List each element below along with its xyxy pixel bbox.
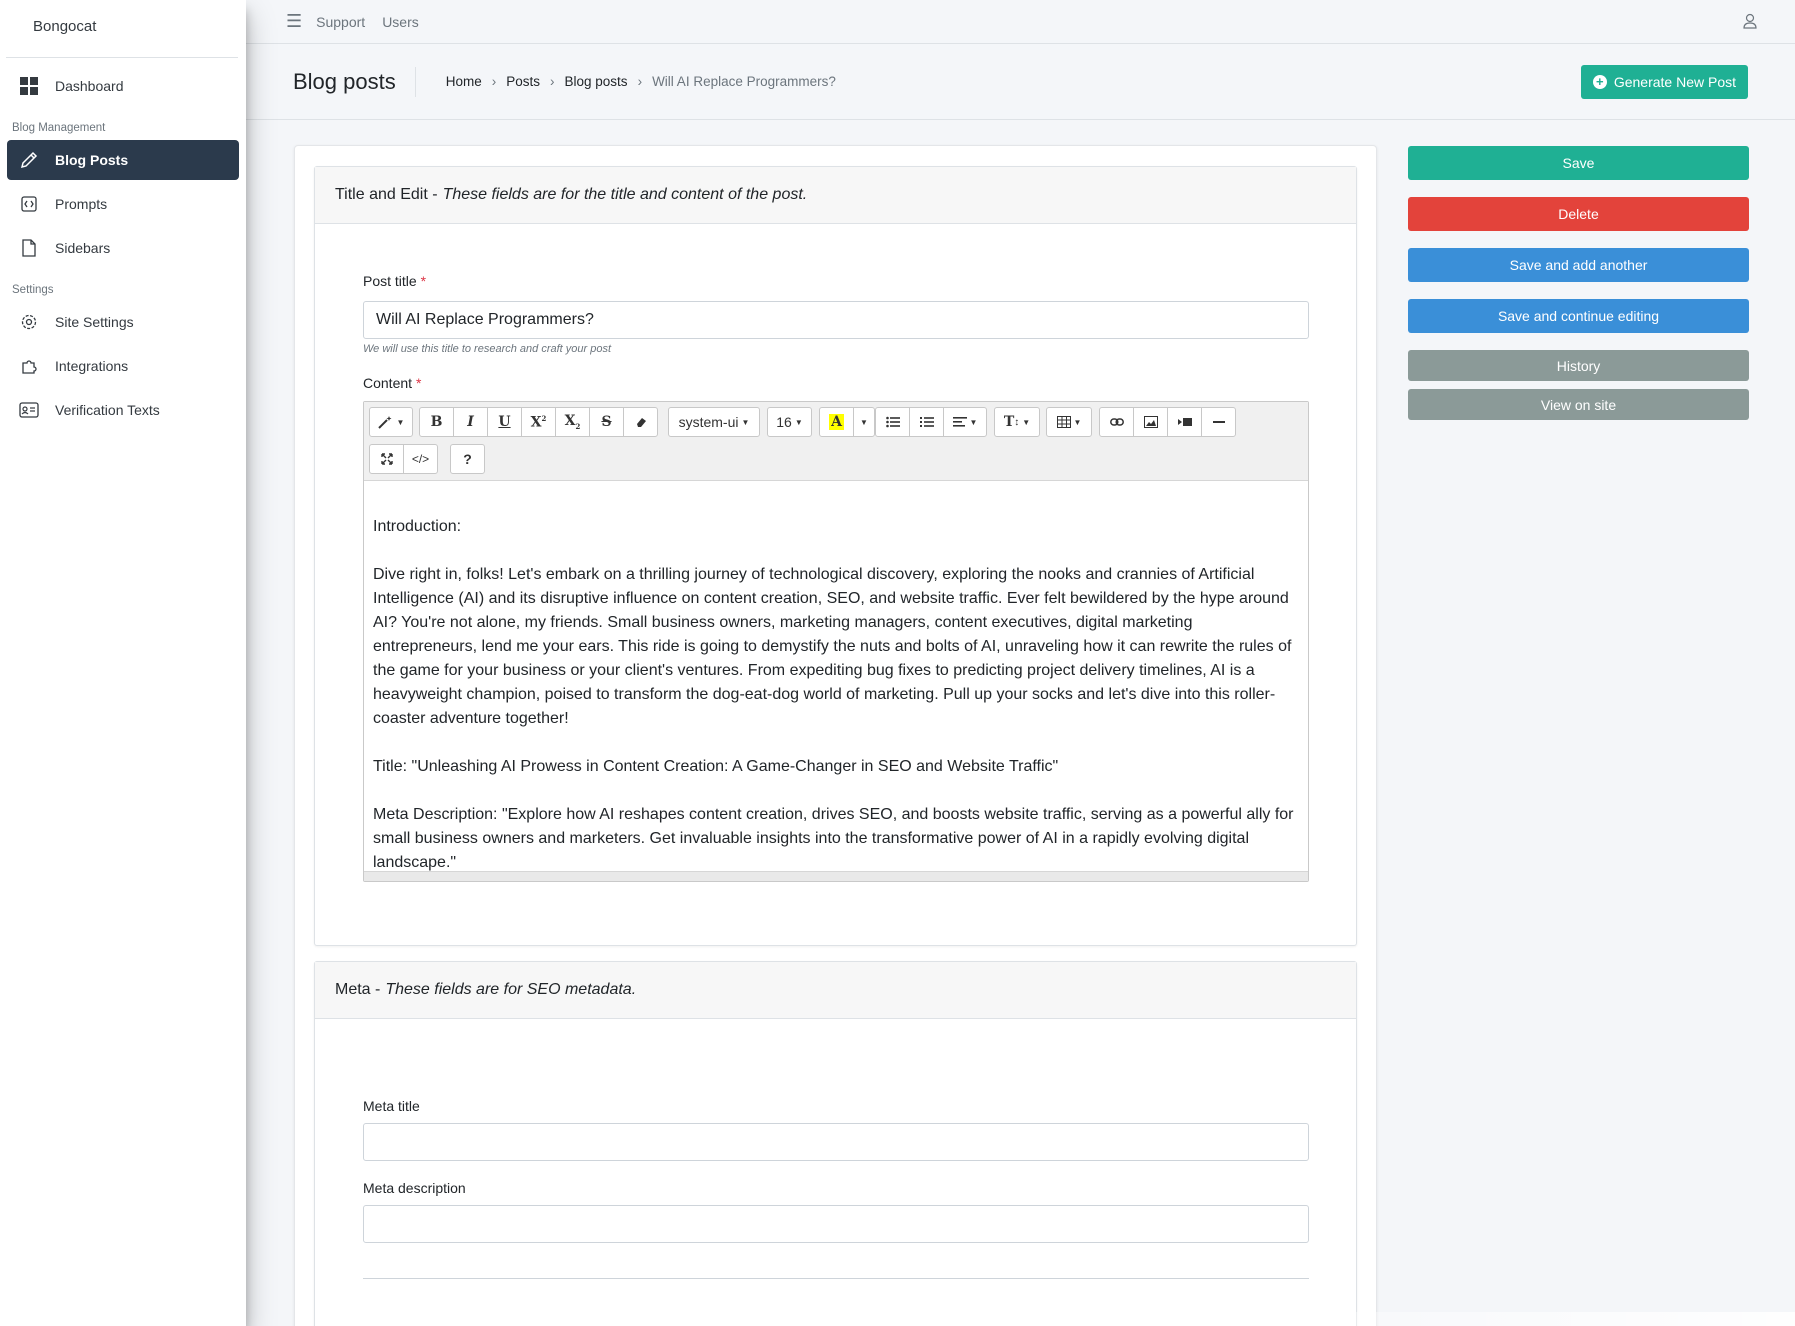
bottom-fade: [1100, 1312, 1795, 1326]
nav-link-support[interactable]: Support: [316, 13, 366, 30]
top-navbar: [246, 0, 1795, 44]
sidebar-item-site-settings[interactable]: [7, 302, 239, 342]
text-color-dropdown[interactable]: ▼: [853, 407, 875, 437]
numbered-list-icon: [920, 416, 934, 428]
line-height-button[interactable]: T ↕ ▼: [994, 407, 1040, 437]
content-header: [246, 44, 1795, 120]
eraser-icon: [635, 416, 647, 428]
brand-name[interactable]: Bongocat: [6, 0, 238, 58]
hamburger-menu-icon[interactable]: ☰: [286, 11, 303, 31]
sidebar-item-label: Prompts: [55, 196, 108, 212]
sidebar-item-label: Sidebars: [55, 240, 111, 256]
generate-new-post-button[interactable]: [1581, 65, 1748, 99]
font-size-select[interactable]: 16 ▼: [767, 407, 812, 437]
user-icon[interactable]: [1743, 13, 1757, 32]
breadcrumb-home[interactable]: Home: [445, 74, 482, 89]
editor-resize-bar[interactable]: [364, 871, 1308, 881]
paragraph-align-button[interactable]: ▼: [943, 407, 987, 437]
sidebar-item-label: Verification Texts: [55, 402, 160, 418]
post-title-input[interactable]: Will AI Replace Programmers?: [363, 301, 1309, 339]
table-icon: [1057, 416, 1071, 428]
toolbar-group-font-size: [767, 407, 812, 437]
fieldset-meta: [314, 961, 1357, 1326]
table-button[interactable]: ▼: [1046, 407, 1092, 437]
dashboard-icon: [19, 76, 39, 96]
nav-link-users[interactable]: Users: [382, 13, 419, 30]
pencil-icon: [19, 150, 39, 170]
unordered-list-button[interactable]: [875, 407, 910, 437]
underline-button[interactable]: U: [487, 407, 522, 437]
fieldset-description: These fields are for SEO metadata.: [385, 981, 637, 998]
editor-paragraph: Meta Description: "Explore how AI reshapes content creation, drives SEO, and boosts website traffic, serving as a powerful ally for small business owners and marketers. Get invaluable insights into the transformative power of AI in a rapidly evolving digital landscape.": [373, 806, 1294, 871]
sidebar-item-label: Dashboard: [55, 78, 124, 94]
sidebar-item-integrations[interactable]: [7, 346, 239, 386]
code-view-button[interactable]: </>: [403, 444, 438, 474]
magic-style-button[interactable]: ▼: [369, 407, 413, 437]
sidebar-section-header: Blog Management: [12, 122, 106, 134]
action-panel: [1408, 146, 1749, 428]
rich-text-editor: [363, 401, 1309, 882]
sidebar-item-verification-texts[interactable]: [7, 390, 239, 430]
save-and-continue-editing-button[interactable]: Save and continue editing: [1408, 299, 1749, 333]
id-card-icon: [19, 400, 39, 420]
breadcrumb-current: Will AI Replace Programmers?: [652, 74, 836, 89]
eraser-button[interactable]: [623, 407, 658, 437]
content-label-text: Content: [363, 375, 413, 391]
view-on-site-button[interactable]: View on site: [1408, 389, 1749, 420]
post-title-label-text: Post title: [363, 273, 417, 289]
sidebar-item-blog-posts[interactable]: [7, 140, 239, 180]
fullscreen-button[interactable]: [369, 444, 404, 474]
meta-title-label: Meta title: [363, 1098, 420, 1114]
toolbar-group-table: [1046, 407, 1092, 437]
history-button[interactable]: History: [1408, 350, 1749, 381]
code-square-icon: [19, 194, 39, 214]
meta-description-input[interactable]: [363, 1205, 1309, 1243]
fieldset-description: These fields are for the title and content of the post.: [442, 186, 808, 203]
editor-content[interactable]: [364, 481, 1308, 871]
ordered-list-button[interactable]: [909, 407, 944, 437]
fieldset-header: [315, 167, 1356, 224]
superscript-button[interactable]: $X^2$: [521, 407, 556, 437]
plus-circle-icon: +: [1593, 75, 1607, 89]
font-family-value: system-ui: [678, 414, 739, 430]
video-icon: [1178, 417, 1192, 427]
editor-paragraph: Introduction:: [373, 518, 462, 535]
text-color-button[interactable]: A: [819, 407, 854, 437]
breadcrumb-posts[interactable]: Posts: [506, 74, 541, 89]
fieldset-title-and-edit: [314, 166, 1357, 946]
italic-button[interactable]: I: [453, 407, 488, 437]
align-left-icon: [953, 416, 967, 428]
toolbar-group-font-name: [668, 407, 760, 437]
toolbar-group-view: [369, 444, 438, 474]
sidebar-item-prompts[interactable]: [7, 184, 239, 224]
magic-wand-icon: [378, 415, 394, 429]
image-button[interactable]: [1133, 407, 1168, 437]
fieldset-header: [315, 962, 1356, 1019]
fullscreen-icon: [381, 453, 393, 465]
generate-new-post-label: Generate New Post: [1613, 74, 1736, 90]
subscript-button[interactable]: $X_2$: [555, 407, 590, 437]
editor-toolbar: [364, 402, 1308, 481]
toolbar-group-color: [819, 407, 875, 437]
editor-paragraph: Dive right in, folks! Let's embark on a thrilling journey of technological discovery, exploring the nooks and crannies of Artificial Intelligence (AI) and its disruptive influence on content creation, SEO, and website traffic. Ever felt bewildered by the hype around AI? You're not alone, my friends. Small business owners, marketing managers, content executives, digital marketing entrepreneurs, lend me your ears. This ride is going to demystify the nuts and bolts of AI, unraveling how it can rewrite the rules of the game for your business or your client's ventures. From expediting bug fixes to predicting project delivery timelines, AI is a heavyweight champion, poised to transform the dog-eat-dog world of marketing. Pull up your socks and let's dive into this roller-coaster adventure together!: [373, 566, 1292, 727]
toolbar-group-insert: [1099, 407, 1236, 437]
sidebar-item-label: Integrations: [55, 358, 129, 374]
link-icon: [1110, 417, 1124, 427]
save-and-add-another-button[interactable]: Save and add another: [1408, 248, 1749, 282]
post-title-help: We will use this title to research and craft your post: [363, 343, 612, 355]
breadcrumb-separator: ›: [550, 74, 555, 89]
toolbar-group-paragraph: [875, 407, 987, 437]
gear-icon: [19, 312, 39, 332]
required-marker: *: [415, 375, 422, 391]
breadcrumb-blog-posts[interactable]: Blog posts: [564, 74, 628, 89]
file-icon: [19, 238, 39, 258]
toolbar-group-font-style: [419, 407, 658, 437]
meta-description-label: Meta description: [363, 1180, 466, 1196]
sidebar-section-header: Settings: [12, 284, 54, 296]
toolbar-group-height: [994, 407, 1040, 437]
sidebar-item-label: Site Settings: [55, 314, 134, 330]
breadcrumb-separator: ›: [637, 74, 643, 89]
bullet-list-icon: [886, 416, 900, 428]
fieldset-name: Meta -: [335, 981, 381, 998]
content-label: [363, 375, 421, 391]
sidebar-item-label: Blog Posts: [55, 152, 129, 168]
breadcrumb: [446, 74, 836, 89]
link-button[interactable]: [1099, 407, 1134, 437]
fieldset-name: Title and Edit -: [335, 186, 438, 203]
form-divider: [363, 1278, 1309, 1279]
help-button[interactable]: ?: [450, 444, 485, 474]
font-family-select[interactable]: system-ui ▼: [668, 407, 760, 437]
sidebar: [0, 0, 246, 1326]
sidebar-item-sidebars[interactable]: [7, 228, 239, 268]
editor-paragraph: Title: "Unleashing AI Prowess in Content Creation: A Game-Changer in SEO and Website Traffic": [373, 758, 1059, 775]
sidebar-item-dashboard[interactable]: [7, 66, 239, 106]
strikethrough-button[interactable]: S: [589, 407, 624, 437]
breadcrumb-separator: ›: [491, 74, 497, 89]
required-marker: *: [420, 273, 427, 289]
horizontal-rule-icon: [1213, 420, 1225, 424]
image-icon: [1144, 416, 1158, 428]
meta-title-input[interactable]: [363, 1123, 1309, 1161]
font-size-value: 16: [776, 414, 792, 430]
post-title-label: [363, 273, 426, 289]
toolbar-group-help: [450, 444, 485, 474]
post-form-card: [294, 145, 1377, 1326]
puzzle-icon: [19, 356, 39, 376]
page-title: Blog posts: [293, 67, 416, 97]
video-button[interactable]: [1167, 407, 1202, 437]
delete-button[interactable]: Delete: [1408, 197, 1749, 231]
toolbar-group-style: [369, 407, 413, 437]
sidebar-nav: [0, 58, 246, 442]
save-button[interactable]: Save: [1408, 146, 1749, 180]
horizontal-rule-button[interactable]: [1201, 407, 1236, 437]
bold-button[interactable]: B: [419, 407, 454, 437]
